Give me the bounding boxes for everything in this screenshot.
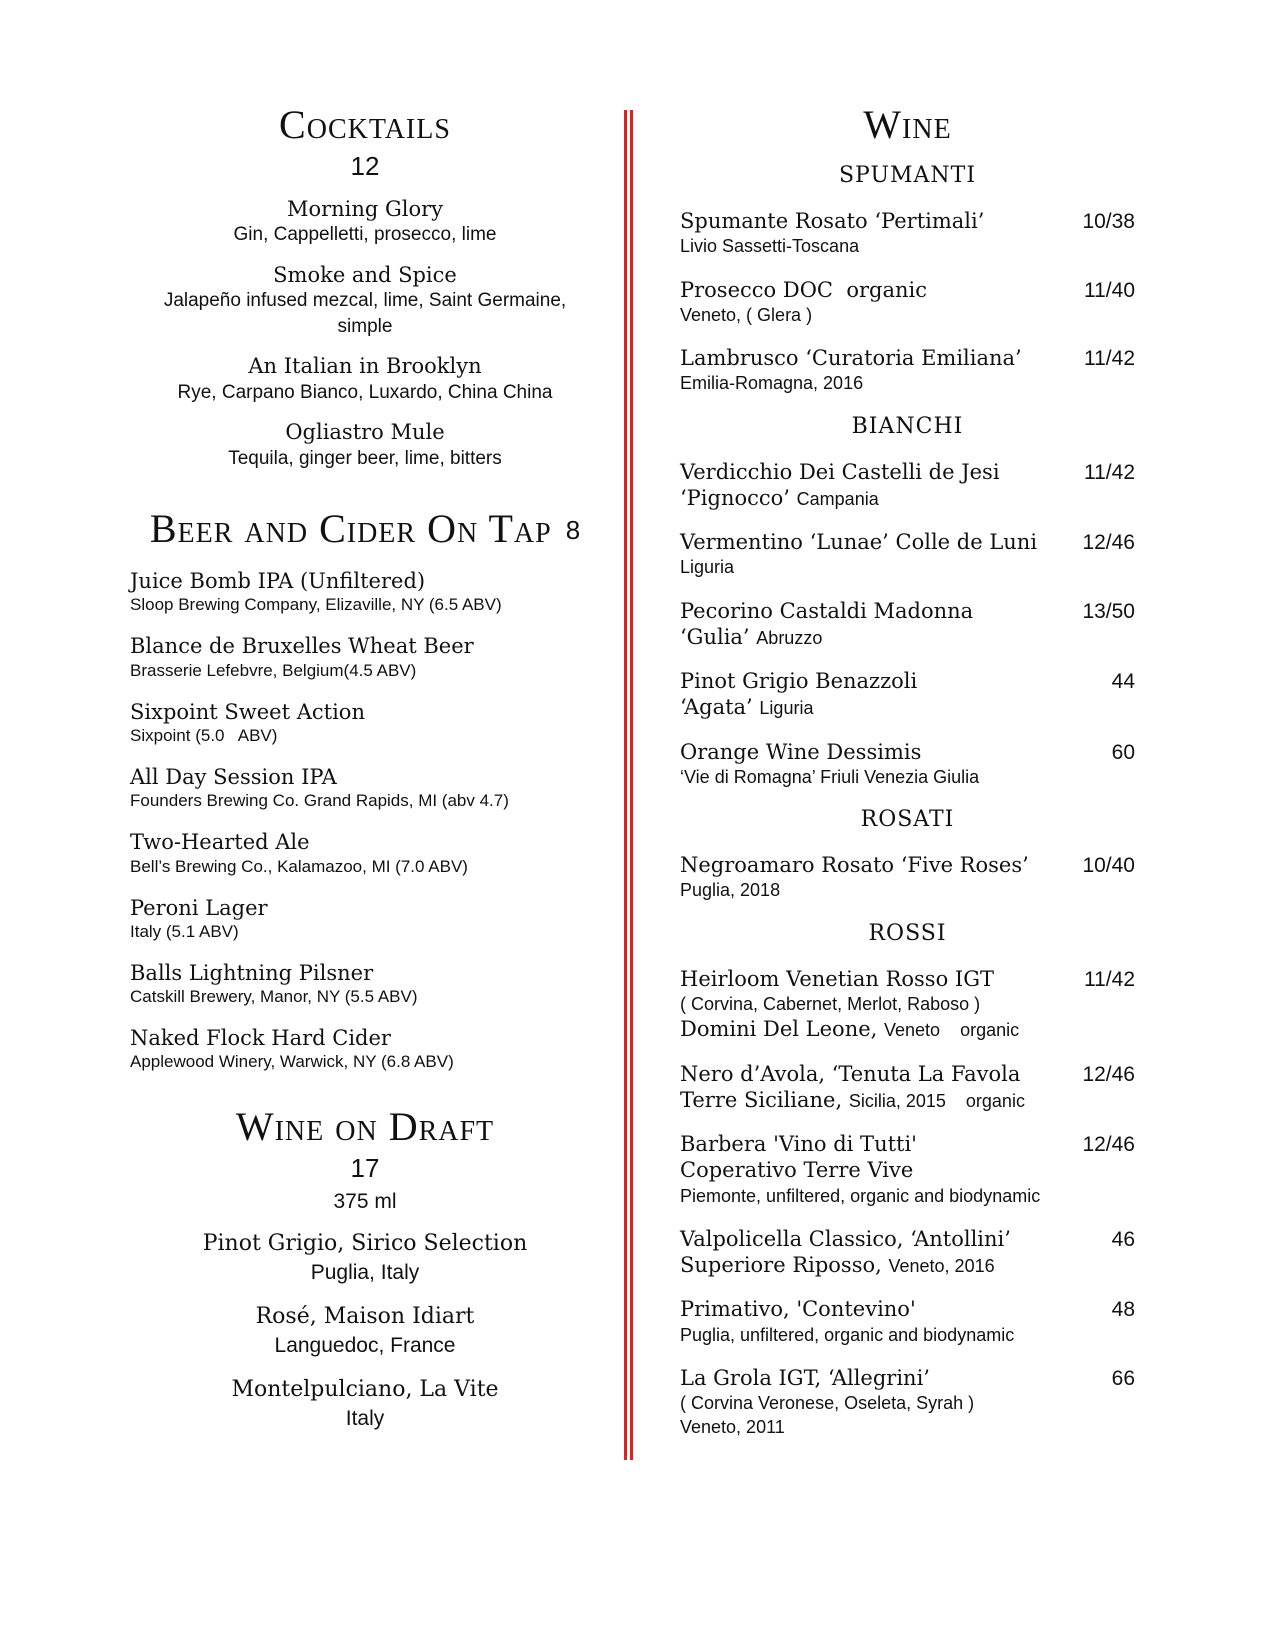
cocktail-item [130,262,600,340]
cocktail-name: An Italian in Brooklyn [248,354,482,379]
beer-item [130,569,600,616]
cocktail-name: Morning Glory [286,197,444,221]
wine-detail: Piemonte, unfiltered, organic and biodynamic [680,1185,1041,1206]
draft-price: 17 [350,1153,380,1184]
wine-price: 11/40 [1084,278,1135,302]
wine-price: 11/42 [1084,460,1135,484]
cocktails-section [130,102,600,471]
wine-item [680,598,1135,651]
wine-name: Negroamaro Rosato ‘Five Roses’ [680,853,1029,878]
beer-item [130,700,600,747]
beer-name: Two-Hearted Ale [130,830,310,855]
beer-price: 8 [565,515,581,546]
cocktails-price: 12 [350,151,380,181]
draft-region: Languedoc, France [274,1333,456,1357]
wine-producer: Terre Siciliane, [680,1087,843,1112]
beer-name: Balls Lightning Pilsner [130,960,374,985]
wine-item [680,668,1135,721]
wine-producer: Domini Del Leone, [680,1017,878,1042]
wine-price: 66 [1111,1366,1135,1390]
draft-name: Montelpulciano, La Vite [231,1377,499,1403]
wine-name: Verdicchio Dei Castelli de Jesi [680,459,1000,484]
wine-item [680,1226,1135,1279]
wine-subname: ‘Pignocco’ [680,485,790,510]
draft-region: Italy [345,1406,385,1430]
wine-item [680,852,1135,903]
cocktail-item [130,196,600,248]
wine-name: Primativo, 'Contevino' [680,1297,916,1322]
draft-name: Rosé, Maison Idiart [255,1304,475,1330]
wine-detail: Puglia, 2018 [680,880,781,901]
draft-name: Pinot Grigio, Sirico Selection [202,1231,528,1257]
cocktail-desc: Rye, Carpano Bianco, Luxardo, China China [177,381,553,403]
divider-line [624,110,627,1460]
wine-producer: Superiore Riposso, [680,1253,882,1278]
beer-list [130,569,600,1073]
draft-item [130,1303,600,1360]
rossi-heading: ROSSI [868,920,947,946]
wine-region: Campania [796,488,879,509]
wine-heading: Wine [863,102,952,147]
spumanti-heading: SPUMANTI [838,163,977,188]
beer-item [130,830,600,877]
wine-name: Pecorino Castaldi Madonna [680,598,974,623]
draft-item [130,1230,600,1287]
wine-price: 13/50 [1082,599,1135,623]
cocktail-name: Smoke and Spice [273,262,457,287]
divider-line [630,110,633,1460]
cocktail-desc: Jalapeño infused mezcal, lime, Saint Germaine, simple [163,290,567,337]
wine-item [680,739,1135,790]
draft-size: 375 ml [333,1190,397,1214]
wine-price: 46 [1111,1227,1135,1251]
beer-section-header [130,506,600,552]
cocktail-desc: Tequila, ginger beer, lime, bitters [228,447,502,469]
wine-item [680,529,1135,580]
beer-name: Juice Bomb IPA (Unfiltered) [130,569,426,594]
draft-region: Puglia, Italy [310,1260,420,1284]
wine-item [680,345,1135,396]
wine-price: 11/42 [1084,347,1135,371]
beer-heading: Beer and Cider On Tap [149,506,552,552]
wine-name: La Grola IGT, ‘Allegrini’ [680,1365,930,1390]
wine-item [680,1131,1135,1208]
beer-desc: Italy (5.1 ABV) [130,921,239,941]
wine-organic-note: organic [965,1090,1025,1111]
wine-region: Liguria [759,698,814,719]
wine-region: Veneto, 2016 [888,1256,995,1277]
beer-name: Blance de Bruxelles Wheat Beer [130,634,474,659]
wine-name: Lambrusco ‘Curatoria Emiliana’ [680,346,1022,371]
wine-item [680,1365,1135,1440]
wine-price: 11/42 [1084,967,1135,991]
wine-name: Nero d’Avola, ‘Tenuta La Favola [680,1061,1021,1086]
beer-item [130,961,600,1008]
wine-name: Heirloom Venetian Rosso IGT [680,966,994,991]
wine-region: Veneto [884,1020,941,1041]
beer-item [130,896,600,943]
wine-detail: ( Corvina, Cabernet, Merlot, Raboso ) [680,994,981,1015]
beer-desc: Applewood Winery, Warwick, NY (6.8 ABV) [130,1052,454,1072]
wine-name: Orange Wine Dessimis [680,739,922,764]
wine-detail: Veneto, ( Glera ) [680,304,813,325]
wine-price: 12/46 [1082,531,1135,555]
beer-name: Peroni Lager [130,895,268,920]
wine-item [680,1061,1135,1114]
wine-price: 12/46 [1082,1133,1135,1157]
beer-desc: Sixpoint (5.0 ABV) [130,725,278,745]
beer-desc: Bell’s Brewing Co., Kalamazoo, MI (7.0 ABV) [130,856,468,876]
wine-item [680,277,1135,328]
wine-subname: ‘Gulia’ [680,624,750,649]
bianchi-heading: BIANCHI [851,413,964,439]
cocktail-item [130,419,600,471]
wine-region: Sicilia, 2015 [848,1090,946,1111]
rosati-heading: ROSATI [860,807,955,833]
beer-name: Naked Flock Hard Cider [130,1026,391,1051]
beer-item [130,765,600,812]
wine-price: 10/40 [1082,854,1135,878]
wine-organic-note: organic [960,1020,1020,1041]
beer-item [130,1026,600,1073]
wine-item [680,459,1135,512]
wine-producer: Coperativo Terre Vive [680,1158,914,1183]
wine-detail: Puglia, unfiltered, organic and biodynamic [680,1324,1015,1345]
beer-item [130,634,600,681]
wine-price: 10/38 [1082,210,1135,233]
left-column [130,102,600,1433]
draft-section [130,1104,600,1433]
wine-name: Pinot Grigio Benazzoli [680,669,918,694]
wine-item [680,966,1135,1043]
wine-price: 44 [1111,670,1135,694]
wine-item [680,1296,1135,1347]
draft-heading: Wine on Draft [235,1104,495,1150]
beer-name: All Day Session IPA [130,765,337,790]
wine-detail: Livio Sassetti-Toscana [680,236,860,257]
wine-detail: Liguria [680,557,735,578]
wine-name: Spumante Rosato ‘Pertimali’ [680,209,985,233]
wine-name: Prosecco DOC organic [680,277,927,302]
wine-price: 12/46 [1082,1062,1135,1086]
wine-name: Vermentino ‘Lunae’ Colle de Luni [680,530,1038,555]
wine-detail: Veneto, 2011 [680,1417,785,1438]
wine-price: 48 [1111,1298,1135,1322]
beer-desc: Brasserie Lefebvre, Belgium(4.5 ABV) [130,660,417,680]
column-divider [624,110,632,1460]
beer-desc: Sloop Brewing Company, Elizaville, NY (6.5 ABV) [130,595,502,615]
cocktail-item [130,353,600,405]
wine-detail: Emilia-Romagna, 2016 [680,373,864,394]
wine-price: 60 [1111,740,1135,764]
wine-item [680,208,1135,259]
wine-region: Abruzzo [756,627,823,648]
wine-detail: ‘Vie di Romagna’ Friuli Venezia Giulia [680,766,980,787]
cocktail-desc: Gin, Cappelletti, prosecco, lime [233,224,497,246]
beer-name: Sixpoint Sweet Action [130,699,365,724]
beer-desc: Founders Brewing Co. Grand Rapids, MI (abv 4.7) [130,791,509,811]
wine-detail: ( Corvina Veronese, Oseleta, Syrah ) [680,1393,975,1414]
wine-name: Valpolicella Classico, ‘Antollini’ [680,1226,1011,1251]
wine-subname: ‘Agata’ [680,695,753,720]
beer-desc: Catskill Brewery, Manor, NY (5.5 ABV) [130,987,418,1007]
wine-name: Barbera 'Vino di Tutti' [680,1132,917,1157]
right-column [680,102,1135,1458]
cocktail-name: Ogliastro Mule [285,420,445,445]
draft-item [130,1376,600,1433]
cocktails-heading: Cocktails [279,102,451,147]
